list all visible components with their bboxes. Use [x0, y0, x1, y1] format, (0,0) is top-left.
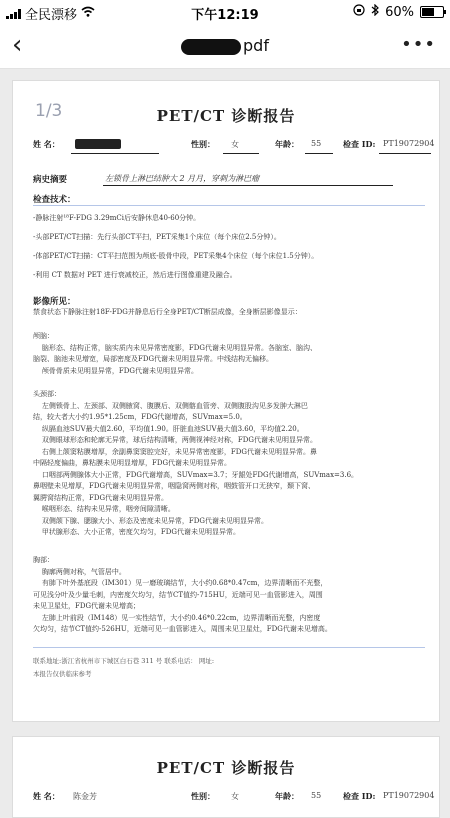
id-label: 检查 ID: — [343, 139, 376, 149]
age-value-page-2: 55 — [311, 791, 322, 800]
age-underline — [305, 153, 333, 154]
report-title-page-2: PET/CT 诊断报告 — [156, 759, 296, 777]
id-value: PT19072904 — [383, 139, 435, 148]
id-value-page-2: PT19072904 — [383, 791, 435, 800]
back-button[interactable]: ‹ — [12, 30, 23, 60]
status-right — [353, 4, 444, 20]
tech-line-3: -体部PET/CT扫描：CT平扫范围为颅底-股骨中段，PET采集4个床位（每个床位1.5分钟）。 — [33, 252, 319, 260]
redacted-name — [75, 139, 121, 149]
bluetooth-icon — [371, 4, 379, 20]
tech-line-4: -利用 CT 数据对 PET 进行衰减校正，然后进行图像重建及融合。 — [33, 271, 237, 279]
history-underline — [103, 185, 393, 186]
sex-value-page-2: 女 — [231, 792, 239, 801]
carrier-name: 全民漂移 — [25, 8, 78, 23]
status-bar — [0, 0, 450, 24]
page-number: 1/3 — [35, 101, 63, 121]
tech-line-2: -头部PET/CT扫描：先行头部CT平扫，PET采集1个床位（每个床位2.5分钟）。 — [33, 233, 281, 241]
id-label-page-2: 检查 ID: — [343, 791, 376, 801]
footer-divider — [33, 647, 425, 648]
battery-fill — [422, 8, 434, 16]
name-value-page-2: 陈金芳 — [73, 792, 97, 801]
findings-section-label: 影像所见： — [33, 297, 76, 307]
pdf-page-1[interactable] — [12, 80, 440, 722]
footer-address: 联系地址:浙江省杭州市下城区白石巷 311 号 联系电话： 网址: — [33, 657, 215, 665]
footer-disclaimer: 本报告仅供临床参考 — [33, 670, 92, 678]
sex-value: 女 — [231, 140, 239, 149]
sex-label-page-2: 性别： — [191, 791, 215, 801]
age-value: 55 — [311, 139, 322, 148]
more-options-button[interactable]: ••• — [401, 34, 436, 55]
nav-bar — [0, 24, 450, 69]
age-label-page-2: 年龄： — [275, 791, 299, 801]
findings-head-neck: 头颈部： 左侧锁骨上、左颈部、双侧腋窝、腹膜后、双侧髂血管旁、双侧腹股沟见多发肿大淋巴 结，较大者大小约1.95*1.25cm，FDG代谢增高，SUVmax=5.0。 纵膈血池SUV最大值2.60，平均值1.90。肝脏血池SUV最大值3.60，平均值2.20。 双侧眼球形态和轮廓无异常，球后结构清晰，两侧视神经对称，FDG代谢未见明显异常。 右侧上颌窦粘膜增厚，余副鼻窦窦腔完好，未见异常密度影，FDG代谢未见明显异常。鼻 中隔轻度偏曲，鼻粘膜未见明显增厚，FDG代谢未见明显异常。 口咽部两侧腺体大小正常，FDG代谢增高，SUVmax=3.7；牙龈处FDG代谢增高，SUVmax=3.6。 鼻咽壁未见增厚，FDG代谢未见明显异常，咽隐窝两侧对称，咽鼓管开口无狭窄，颞下窝、 翼腭窝结构正常，FDG代谢未见明显异常。 喉咽形态、结构未见异常，咽旁间隙清晰。 双侧颌下腺、腮腺大小、形态及密度未见异常，FDG代谢未见明显异常。 甲状腺形态、大小正常，密度欠均匀，FDG代谢未见明显异常。 — [33, 390, 359, 536]
findings-chest: 胸部： 胸廓两侧对称，气管居中。 有肺下叶外基底段（IM301）见一磨玻璃结节，大小约0.68*0.47cm，边界清晰而不光整， 可见浅分叶及少量毛刺，内密度欠均匀，结节CT值约-715HU，近端可见一血管影进入，周围 未见卫星灶，FDG代谢未见增高； 左肺上叶前段（IM148）见一实性结节，大小约0.46*0.22cm，边界清晰而光整，内密度 欠均匀，结节CT值约-526HU，近端可见一血管影进入，周围未见卫星灶，FDG代谢未见增高。 — [33, 556, 332, 633]
battery-percent: 60% — [385, 4, 414, 20]
pdf-page-2[interactable] — [12, 736, 440, 818]
sex-underline — [223, 153, 259, 154]
age-label: 年龄： — [275, 139, 299, 149]
id-underline — [379, 153, 431, 154]
history-value: 左锁骨上淋巴结肿大 2 月月，穿刺为淋巴瘤 — [105, 174, 260, 183]
redacted-filename — [181, 39, 241, 55]
name-label-page-2: 姓 名： — [33, 791, 60, 801]
document-title-suffix: pdf — [243, 36, 269, 55]
name-underline — [71, 153, 159, 154]
orientation-lock-icon — [353, 4, 365, 20]
battery-icon — [420, 6, 444, 18]
tech-divider — [33, 205, 425, 206]
findings-intro: 禁食状态下静脉注射18F-FDG并静息后行全身PET/CT断层成像，全身断层影像显示： — [33, 308, 302, 316]
history-label: 病史摘要 — [33, 175, 68, 185]
sex-label: 性别： — [191, 139, 215, 149]
document-title — [0, 36, 450, 55]
findings-brain: 颅脑： 脑形态、结构正常，脑实质内未见异常密度影，FDG代谢未见明显异常。各脑室、脑沟、 脑裂、脑池未见增宽，局部密度及FDG代谢未见明显异常。中线结构无偏移。 颅骨骨质未见明显异常，FDG代谢未见明显异常。 — [33, 332, 317, 375]
tech-section-label: 检查技术： — [33, 195, 76, 205]
name-label: 姓 名： — [33, 139, 60, 149]
report-title: PET/CT 诊断报告 — [156, 107, 296, 125]
status-time: 下午12:19 — [191, 8, 259, 23]
tech-line-1: -静脉注射¹⁸F-FDG 3.29mCi后安静休息40-60分钟。 — [33, 214, 201, 222]
